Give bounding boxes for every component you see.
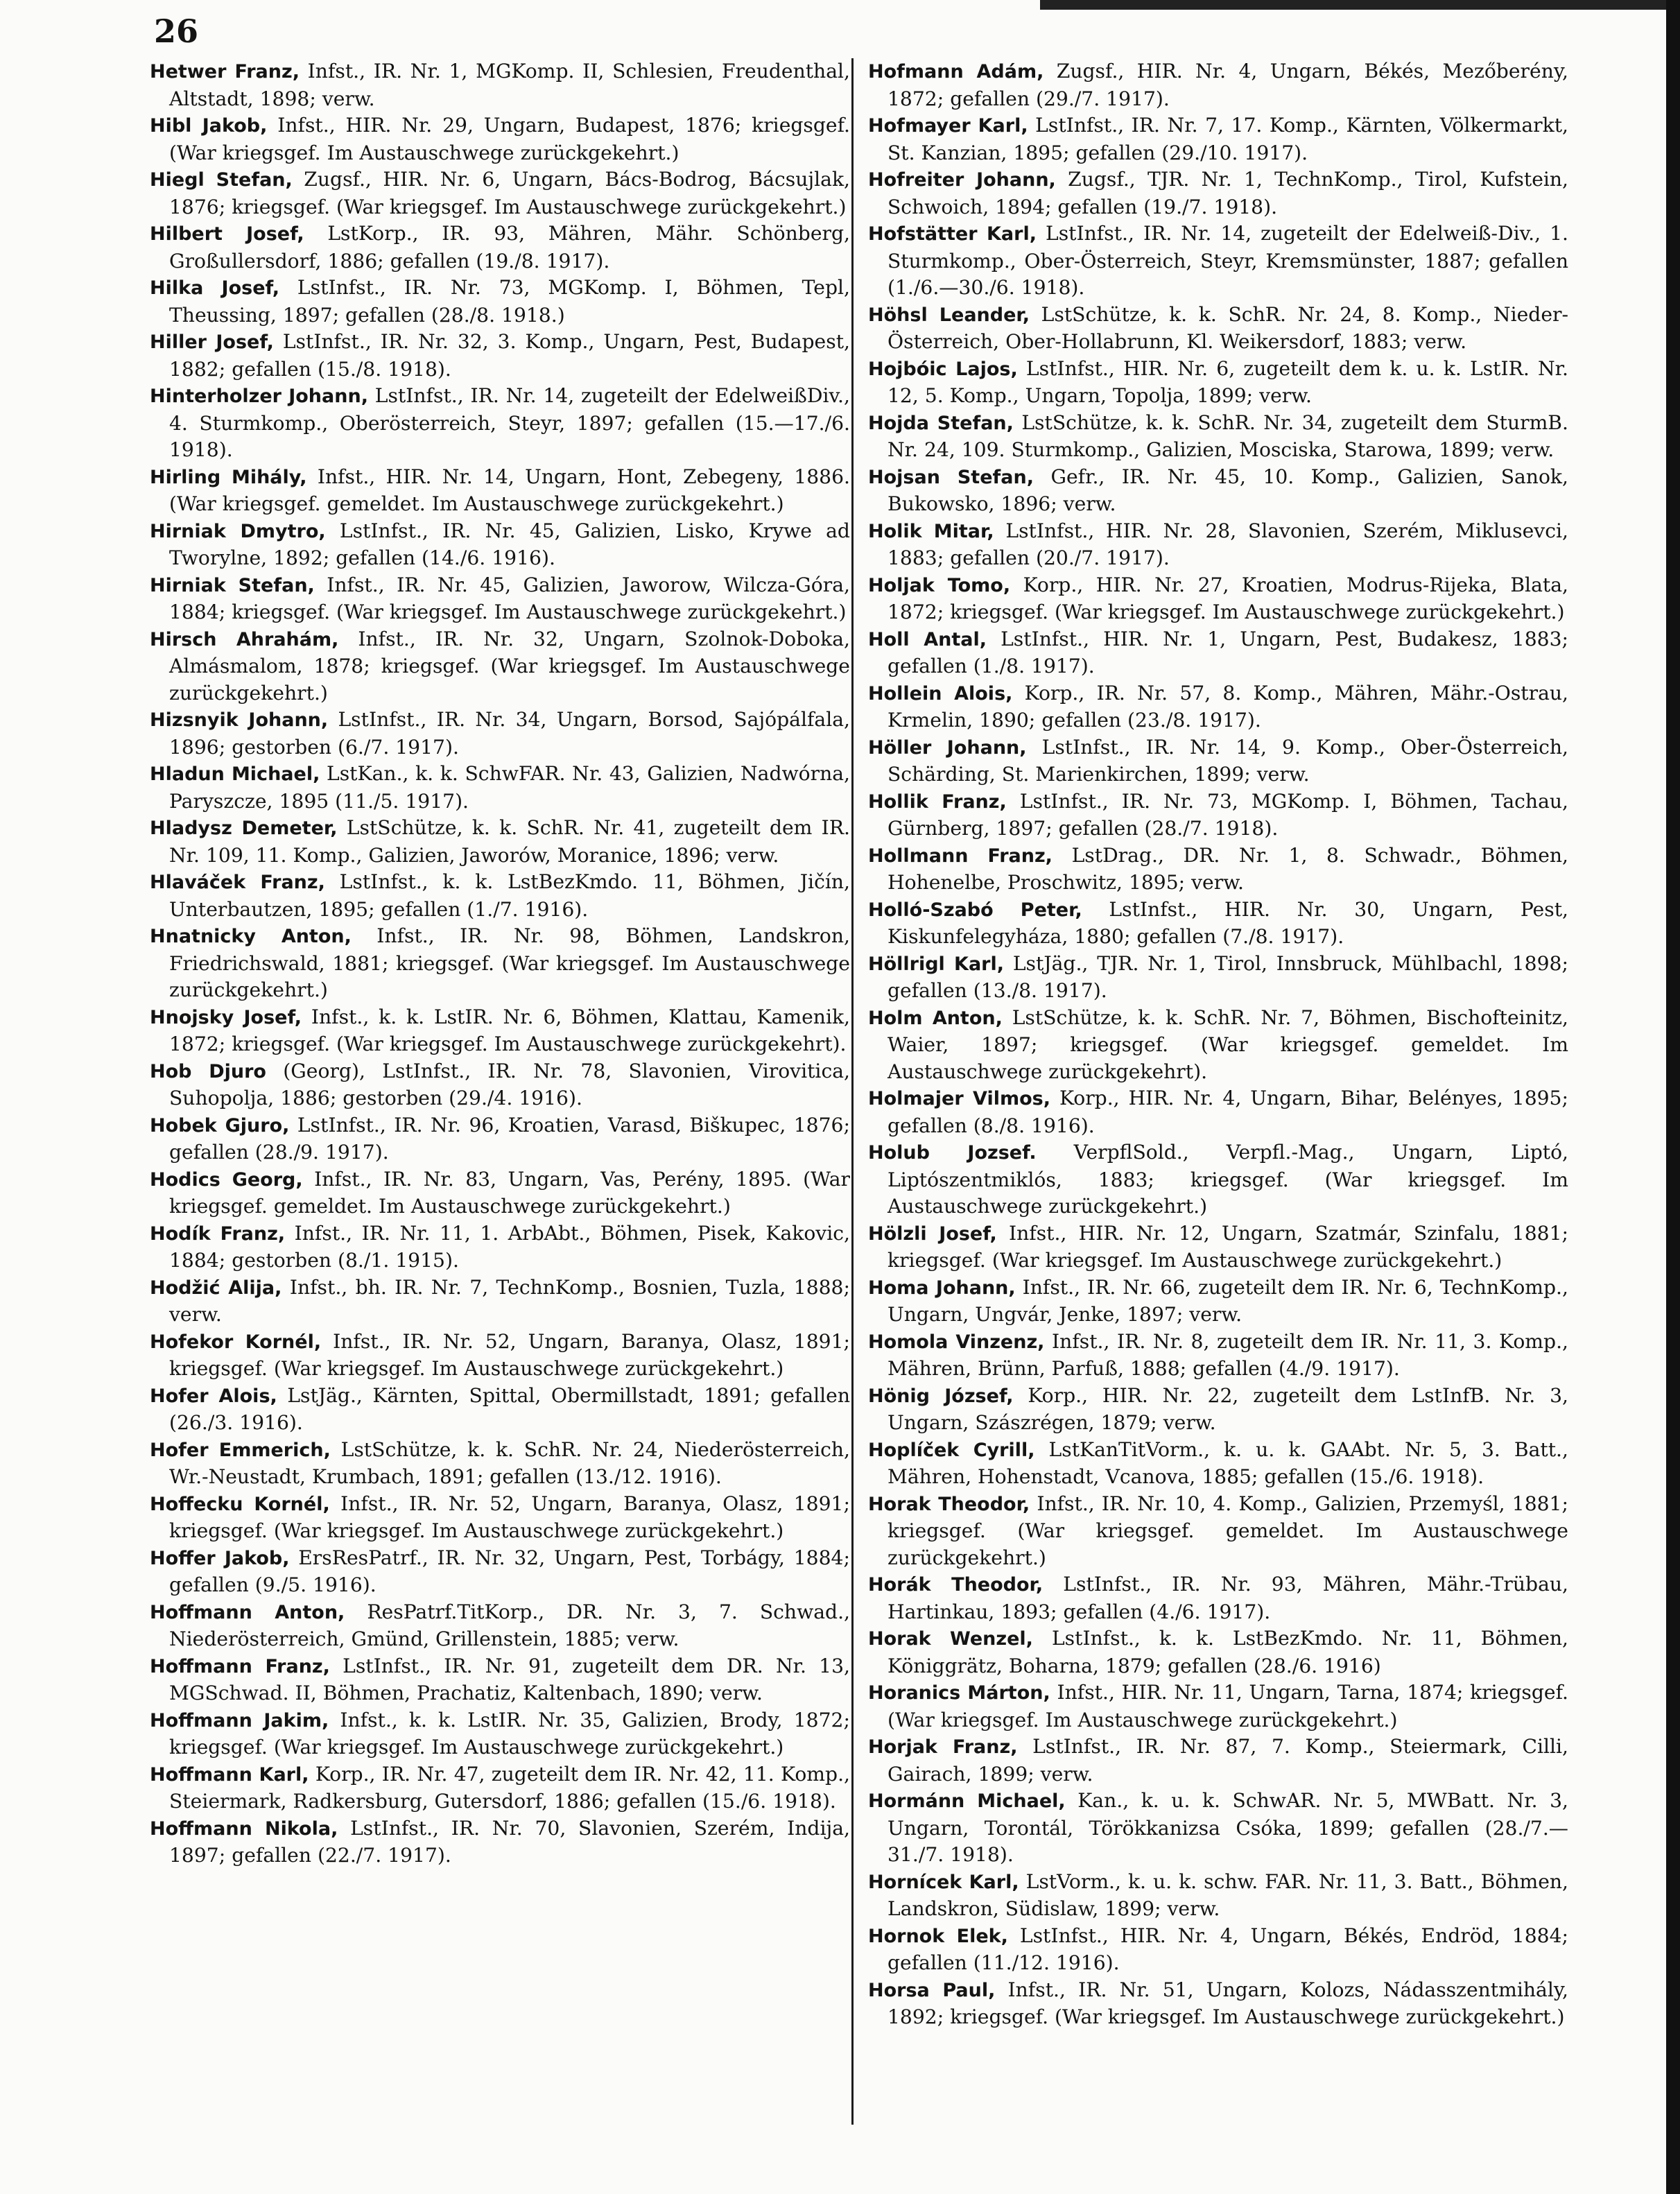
right-column [868,58,1568,2031]
entry-details: ResPatrf.TitKorp., DR. Nr. 3, 7. Schwad., Niederösterreich, Gmünd, Grillenstein, 1885; verw. [169,1600,850,1650]
entry-details: LstInfst., IR. Nr. 91, zugeteilt dem DR. Nr. 13, MGSchwad. II, Böhmen, Prachatiz, Kaltenbach, 1890; verw. [169,1654,850,1704]
entry-details: Korp., IR. Nr. 47, zugeteilt dem IR. Nr. 42, 11. Komp., Steiermark, Radkersburg, Gutersdorf, 1886; gefallen (15./6. 1918). [169,1762,850,1813]
register-entry [150,1545,850,1599]
entry-name: Hiegl Stefan, [150,169,293,191]
register-entry [868,680,1568,734]
register-entry [150,1058,850,1112]
entry-details: Korp., HIR. Nr. 4, Ungarn, Bihar, Belényes, 1895; gefallen (8./8. 1916). [887,1087,1568,1137]
entry-name: Hoffmann Jakim, [150,1709,329,1731]
register-entry [868,1139,1568,1220]
register-entry [150,761,850,815]
register-entry [150,1383,850,1437]
register-entry [150,1329,850,1383]
register-entry [868,1329,1568,1383]
register-entry [150,1653,850,1707]
entry-details: Infst., IR. Nr. 10, 4. Komp., Galizien, Przemyśl, 1881; kriegsgef. (War kriegsgef. gemeldet. Im Austauschwege zurückgekehrt.) [887,1492,1568,1569]
register-entry [150,112,850,166]
column-divider [851,58,854,2125]
entry-name: Hoffmann Nikola, [150,1817,338,1840]
entry-name: Holik Mitar, [868,520,994,542]
entry-details: VerpflSold., Verpfl.-Mag., Ungarn, Liptó, Liptószentmiklós, 1883; kriegsgef. (War kriegsgef. Im Austauschwege zurückgekehrt.) [887,1141,1569,1218]
entry-details: Infst., HIR. Nr. 11, Ungarn, Tarna, 1874; kriegsgef. (War kriegsgef. Im Austauschwege zurückgekehrt.) [887,1681,1568,1731]
entry-name: Hibl Jakob, [150,115,268,137]
entry-name: Holjak Tomo, [868,574,1011,596]
entry-name: Hilka Josef, [150,277,280,299]
register-entry [150,1437,850,1491]
register-entry [868,1220,1568,1275]
register-entry [150,1599,850,1653]
entry-name: Hollein Alois, [868,682,1013,705]
entry-name: Horak Wenzel, [868,1628,1033,1650]
entry-name: Hnatnicky Anton, [150,926,352,947]
entry-details: LstInfst., IR. Nr. 14, 9. Komp., Ober-Österreich, Schärding, St. Marienkirchen, 1899; verw. [887,735,1568,786]
entry-details: LstJäg., Kärnten, Spittal, Obermillstadt, 1891; gefallen (26./3. 1916). [169,1383,851,1434]
register-entry [868,1437,1568,1491]
entry-name: Hladysz Demeter, [150,818,338,839]
register-entry [150,1761,850,1815]
register-entry [868,356,1568,410]
entry-details: LstInfst., HIR. Nr. 6, zugeteilt dem k. u. k. LstIR. Nr. 12, 5. Komp., Ungarn, Topolja, 1899; verw. [887,356,1568,407]
entry-name: Hodics Georg, [150,1168,303,1191]
page-number: 26 [154,12,199,50]
register-entry [868,1977,1568,2031]
entry-details: LstInfst., IR. Nr. 14, zugeteilt der Edelweiß-Div., 1. Sturmkomp., Ober-Österreich, Steyr, Kremsmünster, 1887; gefallen (1./6.—30./6. 1918). [887,222,1569,299]
entry-name: Hoffer Jakob, [150,1547,290,1569]
register-entry [868,1625,1568,1679]
entry-details: LstInfst., HIR. Nr. 28, Slavonien, Szerém, Miklusevci, 1883; gefallen (20./7. 1917). [887,519,1568,569]
entry-details: ErsResPatrf., IR. Nr. 32, Ungarn, Pest, Torbágy, 1884; gefallen (9./5. 1916). [169,1546,850,1596]
register-entry [150,707,850,761]
entry-details: Korp., IR. Nr. 57, 8. Komp., Mähren, Mähr.-Ostrau, Krmelin, 1890; gefallen (23./8. 1917). [887,681,1568,732]
entry-name: Hoffmann Franz, [150,1655,330,1677]
entry-name: Hoffmann Karl, [150,1763,309,1786]
register-entry [150,166,850,221]
entry-details: LstSchütze, k. k. SchR. Nr. 7, Böhmen, Bischofteinitz, Waier, 1897; kriegsgef. (War kriegsgef. gemeldet. Im Austauschwege zurückgekehrt). [887,1005,1568,1083]
entry-details: LstKan., k. k. SchwFAR. Nr. 43, Galizien, Nadwórna, Paryszcze, 1895 (11./5. 1917). [169,762,850,813]
entry-name: Hladun Michael, [150,763,320,785]
entry-name: Horak Theodor, [868,1493,1030,1515]
entry-details: Gefr., IR. Nr. 45, 10. Komp., Galizien, Sanok, Bukowsko, 1896; verw. [887,465,1568,515]
register-entry [150,1220,850,1275]
entry-name: Hirling Mihály, [150,466,307,488]
register-entry [868,788,1568,843]
entry-details: LstDrag., DR. Nr. 1, 8. Schwadr., Böhmen, Hohenelbe, Proschwitz, 1895; verw. [887,843,1568,894]
entry-details: Infst., IR. Nr. 8, zugeteilt dem IR. Nr. 11, 3. Komp., Mähren, Brünn, Parfuß, 1888; gefallen (4./9. 1917). [887,1329,1568,1380]
register-entry [150,383,850,464]
entry-name: Hojsan Stefan, [868,466,1034,488]
entry-name: Hoplíček Cyrill, [868,1439,1035,1461]
entry-name: Höller Johann, [868,736,1027,759]
entry-name: Holub Jozsef. [868,1142,1037,1164]
register-entry [150,923,850,1004]
entry-details: Zugsf., HIR. Nr. 6, Ungarn, Bács-Bodrog, Bácsujlak, 1876; kriegsgef. (War kriegsgef. Im Austauschwege zurückgekehrt.) [169,168,850,218]
entry-details: Korp., HIR. Nr. 27, Kroatien, Modrus-Rijeka, Blata, 1872; kriegsgef. (War kriegsgef. Im Austauschwege zurückgekehrt.) [887,573,1568,623]
register-entry [868,464,1568,518]
register-entry [150,221,850,275]
entry-details: Infst., HIR. Nr. 29, Ungarn, Budapest, 1876; kriegsgef. (War kriegsgef. Im Austauschwege zurückgekehrt.) [169,114,850,164]
entry-name: Hofer Emmerich, [150,1439,331,1461]
entry-details: LstSchütze, k. k. SchR. Nr. 41, zugeteilt dem IR. Nr. 109, 11. Komp., Galizien, Jaworów, Moranice, 1896; verw. [169,816,850,867]
entry-details: LstInfst., IR. Nr. 96, Kroatien, Varasd, Biškupec, 1876; gefallen (28./9. 1917). [169,1113,850,1164]
entry-name: Hormánn Michael, [868,1790,1066,1812]
entry-details: LstInfst., IR. Nr. 73, MGKomp. I, Böhmen, Tachau, Gürnberg, 1897; gefallen (28./7. 1918). [887,789,1568,840]
register-entry [150,1491,850,1545]
register-entry [868,626,1568,680]
entry-details: (Georg), LstInfst., IR. Nr. 78, Slavonien, Virovitica, Suhopolja, 1886; gestorben (29./4. 1916). [169,1059,850,1109]
entry-details: LstInfst., IR. Nr. 7, 17. Komp., Kärnten, Völkermarkt, St. Kanzian, 1895; gefallen (29./10. 1917). [887,114,1568,164]
entry-name: Horanics Márton, [868,1682,1050,1704]
entry-details: Zugsf., TJR. Nr. 1, TechnKomp., Tirol, Kufstein, Schwoich, 1894; gefallen (19./7. 1918). [887,168,1569,218]
register-entry [868,1788,1568,1869]
entry-details: LstKorp., IR. 93, Mähren, Mähr. Schönberg, Großullersdorf, 1886; gefallen (19./8. 1917). [169,222,850,273]
entry-name: Hönig József, [868,1385,1014,1407]
register-entry [150,464,850,518]
entry-details: LstInfst., k. k. LstBezKmdo. 11, Böhmen, Jičín, Unterbautzen, 1895; gefallen (1./7. 1916). [169,870,850,921]
entry-name: Hobek Gjuro, [150,1114,290,1137]
entry-details: Infst., IR. Nr. 66, zugeteilt dem IR. Nr. 6, TechnKomp., Ungarn, Ungvár, Jenke, 1897; verw. [887,1275,1568,1326]
entry-name: Horák Theodor, [868,1574,1043,1596]
register-entry [868,112,1568,166]
entry-name: Höllrigl Karl, [868,953,1005,975]
entry-name: Hoffmann Anton, [150,1601,345,1623]
register-entry [868,221,1568,302]
register-entry [868,1571,1568,1625]
entry-details: LstInfst., IR. Nr. 32, 3. Komp., Ungarn, Pest, Budapest, 1882; gefallen (15./8. 1918). [169,330,850,381]
register-entry [868,1275,1568,1329]
register-entry [150,1166,850,1220]
entry-name: Hofstätter Karl, [868,223,1037,245]
entry-details: Infst., IR. Nr. 51, Ungarn, Kolozs, Nádasszentmihály, 1892; kriegsgef. (War kriegsgef. Im Austauschwege zurückgekehrt.) [887,1978,1568,2028]
register-entry [868,1679,1568,1734]
register-entry [150,1815,850,1869]
entry-name: Hofreiter Johann, [868,169,1056,191]
entry-details: Infst., IR. Nr. 83, Ungarn, Vas, Perény, 1895. (War kriegsgef. gemeldet. Im Austauschwege zurückgekehrt.) [169,1167,850,1218]
register-entry [150,1004,850,1058]
entry-details: Infst., k. k. LstIR. Nr. 35, Galizien, Brody, 1872; kriegsgef. (War kriegsgef. Im Austauschwege zurückgekehrt.) [169,1708,850,1759]
register-entry [868,1085,1568,1139]
register-entry [150,1707,850,1761]
entry-details: LstInfst., IR. Nr. 73, MGKomp. I, Böhmen, Tepl, Theussing, 1897; gefallen (28./8. 1918.) [169,276,850,327]
entry-details: LstInfst., IR. Nr. 70, Slavonien, Szerém, Indija, 1897; gefallen (22./7. 1917). [169,1816,850,1867]
entry-name: Hodžić Alija, [150,1277,282,1299]
entry-details: LstInfst., HIR. Nr. 30, Ungarn, Pest, Kiskunfelegyháza, 1880; gefallen (7./8. 1917). [887,897,1568,948]
entry-name: Holm Anton, [868,1007,1003,1029]
entry-name: Horsa Paul, [868,1979,996,2001]
entry-details: LstSchütze, k. k. SchR. Nr. 34, zugeteilt dem SturmB. Nr. 24, 109. Sturmkomp., Galizien, Mosciska, Starowa, 1899; verw. [887,411,1568,461]
entry-details: Infst., bh. IR. Nr. 7, TechnKomp., Bosnien, Tuzla, 1888; verw. [169,1275,850,1326]
entry-name: Hiller Josef, [150,331,274,353]
entry-details: LstInfst., IR. Nr. 93, Mähren, Mähr.-Trübau, Hartinkau, 1893; gefallen (4./6. 1917). [887,1573,1568,1623]
entry-details: LstSchütze, k. k. SchR. Nr. 24, 8. Komp., Nieder-Österreich, Ober-Hollabrunn, Kl. Weikersdorf, 1883; verw. [887,302,1568,353]
register-entry [868,1383,1568,1437]
entry-details: LstInfst., IR. Nr. 87, 7. Komp., Steiermark, Cilli, Gairach, 1899; verw. [887,1735,1568,1786]
entry-name: Hornok Elek, [868,1925,1008,1947]
entry-name: Höhsl Leander, [868,304,1030,326]
entry-details: Infst., IR. Nr. 1, MGKomp. II, Schlesien, Freudenthal, Altstadt, 1898; verw. [169,60,850,110]
entry-name: Hölzli Josef, [868,1223,997,1245]
scan-edge-right [1666,0,1680,2194]
register-entry [868,843,1568,897]
entry-name: Hob Djuro [150,1060,266,1082]
entry-details: LstKanTitVorm., k. u. k. GAAbt. Nr. 5, 3. Batt., Mähren, Hohenstadt, Vcanova, 1885; gefallen (15./6. 1918). [887,1437,1568,1488]
register-entry [150,1112,850,1166]
entry-details: Infst., IR. Nr. 32, Ungarn, Szolnok-Doboka, Almásmalom, 1878; kriegsgef. (War kriegsgef. Im Austauschwege zurückgekehrt.) [169,627,850,705]
entry-name: Hizsnyik Johann, [150,709,329,731]
entry-details: LstSchütze, k. k. SchR. Nr. 24, Niederösterreich, Wr.-Neustadt, Krumbach, 1891; gefallen (13./12. 1916). [169,1437,850,1488]
entry-name: Horjak Franz, [868,1736,1018,1758]
register-entry [868,1869,1568,1923]
register-entry [868,1923,1568,1977]
entry-name: Hodík Franz, [150,1223,286,1245]
entry-name: Homa Johann, [868,1277,1016,1299]
register-entry [868,410,1568,464]
entry-details: Infst., IR. Nr. 11, 1. ArbAbt., Böhmen, Pisek, Kakovic, 1884; gestorben (8./1. 1915). [169,1221,850,1272]
entry-name: Hetwer Franz, [150,61,300,83]
register-entry [150,869,850,923]
register-entry [868,1005,1568,1086]
entry-details: LstInfst., IR. Nr. 14, zugeteilt der EdelweißDiv., 4. Sturmkomp., Oberösterreich, Steyr, 1897; gefallen (15.—17./6. 1918). [169,384,850,461]
entry-name: Hirsch Ahrahám, [150,628,339,650]
entry-details: LstInfst., IR. Nr. 45, Galizien, Lisko, Krywe ad Tworylne, 1892; gefallen (14./6. 1916). [169,519,850,569]
entry-name: Hofekor Kornél, [150,1331,322,1353]
register-entry [868,1491,1568,1572]
register-entry [150,58,850,112]
register-entry [868,302,1568,356]
entry-name: Hollmann Franz, [868,845,1053,867]
entry-name: Hnojsky Josef, [150,1006,302,1028]
entry-details: Kan., k. u. k. SchwAR. Nr. 5, MWBatt. Nr. 3, Ungarn, Torontál, Törökkanizsa Csóka, 1899; gefallen (28./7.—31./7. 1918). [887,1789,1568,1866]
entry-name: Holmajer Vilmos, [868,1088,1050,1109]
entry-details: LstInfst., HIR. Nr. 1, Ungarn, Pest, Budakesz, 1883; gefallen (1./8. 1917). [887,627,1568,677]
entry-name: Hirniak Stefan, [150,574,315,596]
register-entry [150,572,850,626]
register-entry [868,58,1568,112]
register-entry [868,518,1568,572]
entry-details: LstInfst., k. k. LstBezKmdo. Nr. 11, Böhmen, Königgrätz, Boharna, 1879; gefallen (28./6. 1916) [887,1627,1569,1677]
entry-name: Hilbert Josef, [150,223,304,245]
register-entry [868,897,1568,951]
entry-name: Hirniak Dmytro, [150,520,326,542]
register-entry [868,951,1568,1005]
entry-details: Infst., IR. Nr. 52, Ungarn, Baranya, Olasz, 1891; kriegsgef. (War kriegsgef. Im Austauschwege zurückgekehrt.) [169,1329,851,1380]
entry-details: Korp., HIR. Nr. 22, zugeteilt dem LstInfB. Nr. 3, Ungarn, Szászrégen, 1879; verw. [887,1383,1568,1434]
entry-details: LstInfst., IR. Nr. 34, Ungarn, Borsod, Sajópálfala, 1896; gestorben (6./7. 1917). [169,708,850,759]
register-entry [868,1734,1568,1788]
entry-name: Homola Vinzenz, [868,1331,1045,1353]
entry-name: Holló-Szabó Peter, [868,899,1082,921]
entry-details: Zugsf., HIR. Nr. 4, Ungarn, Békés, Mezőberény, 1872; gefallen (29./7. 1917). [887,60,1568,110]
entry-name: Hojda Stefan, [868,412,1014,434]
entry-name: Hofmayer Karl, [868,115,1028,137]
entry-name: Holl Antal, [868,628,987,650]
scan-edge-top [1040,0,1680,10]
entry-details: Infst., k. k. LstIR. Nr. 6, Böhmen, Klattau, Kamenik, 1872; kriegsgef. (War kriegsgef. Im Austauschwege zurückgekehrt). [169,1005,850,1055]
entry-name: Hojbóic Lajos, [868,358,1018,380]
register-entry [868,734,1568,788]
entry-details: Infst., HIR. Nr. 14, Ungarn, Hont, Zebegeny, 1886. (War kriegsgef. gemeldet. Im Austauschwege zurückgekehrt.) [169,465,850,515]
register-entry [150,275,850,329]
entry-name: Hofmann Adám, [868,61,1044,83]
entry-details: Infst., IR. Nr. 98, Böhmen, Landskron, Friedrichswald, 1881; kriegsgef. (War kriegsgef. Im Austauschwege zurückgekehrt.) [169,924,851,1001]
register-entry [868,166,1568,221]
entry-name: Hlaváček Franz, [150,872,325,893]
register-entry [150,329,850,383]
entry-name: Hoffecku Kornél, [150,1493,330,1515]
entry-name: Hinterholzer Johann, [150,386,368,407]
entry-name: Hofer Alois, [150,1385,277,1407]
entry-details: LstVorm., k. u. k. schw. FAR. Nr. 11, 3. Batt., Böhmen, Landskron, Südislaw, 1899; verw. [887,1869,1568,1920]
register-entry [150,815,850,869]
entry-details: LstJäg., TJR. Nr. 1, Tirol, Innsbruck, Mühlbachl, 1898; gefallen (13./8. 1917). [887,951,1568,1002]
left-column [150,58,850,1869]
entry-details: LstInfst., HIR. Nr. 4, Ungarn, Békés, Endröd, 1884; gefallen (11./12. 1916). [887,1924,1569,1974]
entry-name: Hornícek Karl, [868,1871,1019,1893]
register-entry [150,1275,850,1329]
entry-details: Infst., HIR. Nr. 12, Ungarn, Szatmár, Szinfalu, 1881; kriegsgef. (War kriegsgef. Im Austauschwege zurückgekehrt.) [887,1221,1568,1272]
register-entry [868,572,1568,626]
entry-details: Infst., IR. Nr. 52, Ungarn, Baranya, Olasz, 1891; kriegsgef. (War kriegsgef. Im Austauschwege zurückgekehrt.) [169,1492,850,1542]
entry-name: Hollik Franz, [868,791,1007,813]
entry-details: Infst., IR. Nr. 45, Galizien, Jaworow, Wilcza-Góra, 1884; kriegsgef. (War kriegsgef. Im Austauschwege zurückgekehrt.) [169,573,850,623]
register-entry [150,626,850,707]
register-entry [150,518,850,572]
